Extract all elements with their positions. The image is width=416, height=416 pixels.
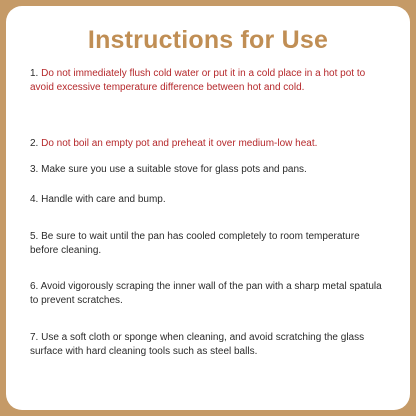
instruction-text: Handle with care and bump. [41,194,166,205]
instruction-text: Make sure you use a suitable stove for glass pots and pans. [41,164,307,175]
instruction-item-1 [30,67,390,94]
instruction-item-4 [30,193,390,207]
instruction-number: 5. [30,231,39,242]
instruction-number: 3. [30,164,39,175]
instruction-text: Do not boil an empty pot and preheat it over medium-low heat. [41,138,318,149]
instruction-item-5 [30,230,390,257]
instruction-number: 1. [30,68,39,79]
instruction-number: 6. [30,281,39,292]
instruction-item-6 [30,280,390,307]
page-title: Instructions for Use [87,26,329,54]
instruction-item-2 [30,137,390,151]
instruction-text: Do not immediately flush cold water or put it in a cold place in a hot pot to avoid excessive temperature difference between hot and cold. [30,68,366,93]
instruction-item-7 [30,331,390,358]
instruction-text: Use a soft cloth or sponge when cleaning, and avoid scratching the glass surface with hard cleaning tools such as steel balls. [30,332,365,357]
instruction-number: 7. [30,332,39,343]
instruction-number: 2. [30,138,39,149]
instructions-card [6,6,410,410]
instruction-text: Avoid vigorously scraping the inner wall of the pan with a sharp metal spatula to prevent scratches. [30,281,382,306]
instruction-text: Be sure to wait until the pan has cooled completely to room temperature before cleaning. [30,231,360,256]
instruction-item-3 [30,163,390,177]
instruction-number: 4. [30,194,39,205]
